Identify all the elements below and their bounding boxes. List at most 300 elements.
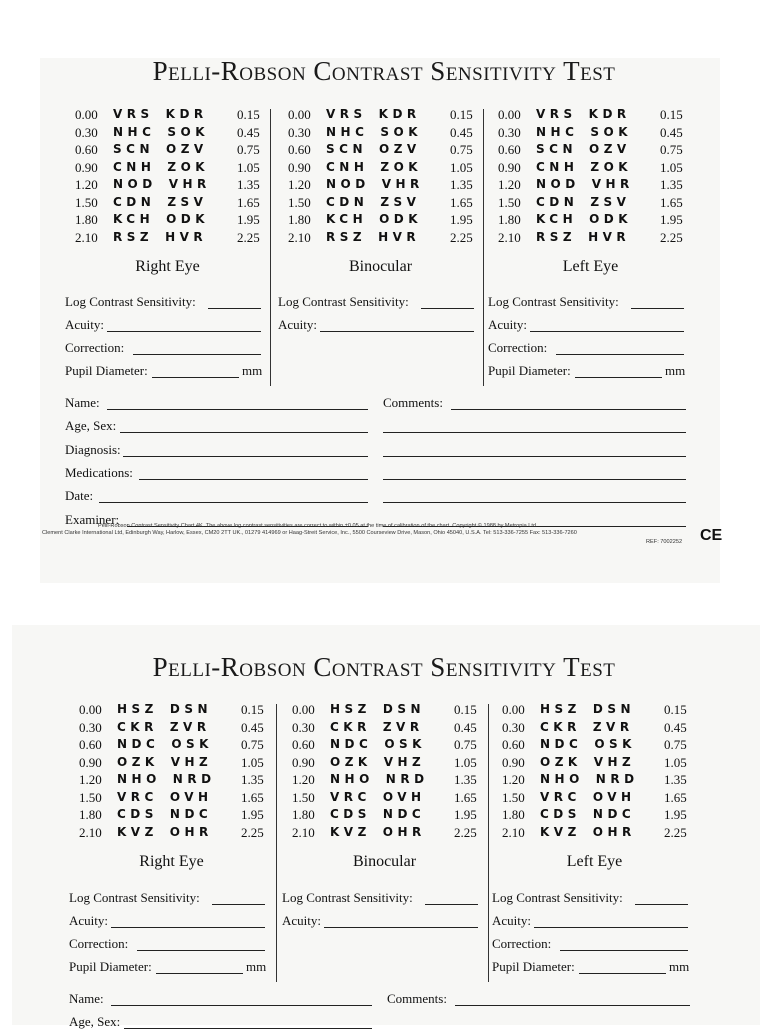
letter-group: NRD [385,772,429,786]
log-value-right: 1.65 [664,789,687,805]
field-input-line[interactable] [425,904,478,905]
letter-group: CDN [536,194,579,209]
letter-row [292,807,497,824]
field-input-line[interactable] [208,308,261,309]
letter-triplets [117,720,211,734]
letter-group: NHC [326,124,369,139]
log-value-right: 1.95 [241,807,264,822]
field-label-pupil: Pupil Diameter: [492,959,575,974]
column-heading: Right Eye [139,853,204,870]
letter-triplets [113,160,209,174]
letter-triplets [536,177,634,191]
log-value-left: 1.80 [292,807,315,822]
letter-triplets [536,160,632,174]
letter-row [79,790,284,807]
letter-row [502,702,707,719]
log-value-left: 0.60 [288,142,311,157]
letter-row [292,825,497,842]
field-label-log-cs: Log Contrast Sensitivity: [278,294,409,309]
letter-group: ZSV [590,194,631,209]
letter-row [288,142,493,159]
letter-row [498,142,703,159]
log-value-right: 0.75 [660,142,683,157]
field-input-line[interactable] [530,331,684,332]
field-input-line[interactable] [631,308,684,309]
patient-input-line[interactable] [107,409,368,410]
letter-group: OSK [384,737,426,751]
unit-mm: mm [246,959,267,974]
field-label-log-cs: Log Contrast Sensitivity: [492,890,623,905]
letter-row [75,160,280,177]
letter-group: CNH [113,159,156,174]
letter-row [79,702,284,719]
letter-group: ZOK [380,159,423,174]
field-input-line[interactable] [534,927,688,928]
log-value-left: 1.50 [288,194,311,210]
footer-ref: REF: 7002252 [646,539,683,545]
comments-input-line[interactable] [383,479,686,480]
letter-group: NDC [330,737,373,751]
letter-row [288,230,493,247]
field-label-acuity: Acuity: [488,317,527,332]
letter-group: OVH [592,789,636,804]
patient-label-age-sex: Age, Sex: [65,418,117,434]
field-input-line[interactable] [324,927,478,928]
field-label-acuity: Acuity: [282,913,321,928]
letter-group: OZV [589,142,631,156]
log-value-left: 0.30 [498,124,521,140]
log-value-left: 2.10 [79,824,102,840]
field-input-line[interactable] [556,354,684,355]
log-value-right: 1.05 [454,754,477,770]
letter-group: CKR [117,719,158,734]
log-value-left: 1.20 [79,772,102,787]
letter-row [292,737,497,754]
log-value-right: 1.35 [454,772,477,787]
patient-input-line[interactable] [111,1005,372,1006]
letter-group: OHR [169,824,213,839]
log-value-left: 0.00 [498,107,521,122]
letter-group: VHR [381,177,424,191]
letter-row [498,195,703,212]
letter-group: CNH [536,159,579,174]
letter-group: VRS [113,107,154,121]
letter-triplets [326,177,424,191]
ce-mark: CE [700,527,723,544]
log-value-right: 1.65 [237,194,260,210]
letter-group: CNH [326,159,369,174]
letter-group: SCN [536,142,577,156]
patient-input-line[interactable] [139,479,368,480]
column-heading: Left Eye [566,853,623,870]
letter-triplets [540,790,636,804]
column-heading: Left Eye [562,258,619,275]
log-value-right: 2.25 [664,824,687,840]
field-input-line[interactable] [635,904,688,905]
letter-group: VHR [591,177,634,191]
log-value-left: 1.50 [75,194,98,210]
letter-group: VRC [117,789,158,804]
letter-group: ZOK [590,159,633,174]
log-value-left: 1.20 [288,177,311,192]
patient-label-diagnosis: Diagnosis: [65,441,121,457]
letter-triplets [540,737,636,751]
letter-group: KCH [113,212,155,226]
comments-input-line[interactable] [383,456,686,457]
log-value-left: 0.60 [498,142,521,157]
field-input-line[interactable] [137,950,265,951]
log-value-right: 1.35 [664,772,687,787]
letter-group: NDC [117,737,160,751]
field-label-correction: Correction: [492,936,552,951]
letter-row [75,230,280,247]
letter-group: VHZ [593,754,636,769]
log-value-left: 0.90 [292,754,315,770]
letter-row [79,825,284,842]
log-value-left: 0.90 [498,159,521,175]
letter-group: HSZ [540,702,581,716]
log-value-left: 0.30 [288,124,311,140]
letter-triplets [540,772,639,786]
log-value-left: 2.10 [498,229,521,245]
letter-triplets [536,230,630,244]
patient-input-line[interactable] [124,1028,372,1029]
log-value-right: 0.75 [664,737,687,752]
letter-group: CKR [330,719,371,734]
comments-input-line[interactable] [383,502,686,503]
letter-triplets [113,230,207,244]
field-label-correction: Correction: [69,936,129,951]
letter-group: OZK [330,754,372,769]
log-value-right: 2.25 [660,229,683,245]
letter-group: NHC [113,124,156,139]
log-value-right: 0.45 [664,719,687,735]
letter-triplets [326,212,422,226]
log-value-left: 0.90 [288,159,311,175]
letter-group: KCH [536,212,578,226]
field-label-acuity: Acuity: [65,317,104,332]
letter-group: NRD [172,772,216,786]
field-input-line[interactable] [212,904,265,905]
log-value-right: 0.75 [237,142,260,157]
field-input-line[interactable] [421,308,474,309]
log-value-right: 0.75 [241,737,264,752]
log-value-right: 0.75 [450,142,473,157]
letter-row [75,125,280,142]
field-label-pupil: Pupil Diameter: [69,959,152,974]
letter-triplets [117,737,213,751]
field-label-log-cs: Log Contrast Sensitivity: [69,890,200,905]
letter-group: KVZ [117,824,158,839]
letter-group: OHR [382,824,426,839]
letter-row [288,107,493,124]
letter-group: HSZ [117,702,158,716]
letter-row [75,195,280,212]
unit-mm: mm [669,959,690,974]
log-value-left: 1.50 [502,789,525,805]
letter-row [75,212,280,229]
field-input-line[interactable] [111,927,265,928]
letter-group: NDC [592,807,636,821]
log-value-left: 0.00 [292,702,315,717]
unit-mm: mm [242,363,263,378]
footer-address: Clement Clarke International Ltd, Edinburgh Way, Harlow, Essex, CM20 2TT UK., 01279 414969 or Haag-Streit Service, Inc., 5500 Courseview Drive, Mason, Ohio 45040, U.S.A. Tel: 513-336-7255 Fax: 513-336-7260 [42,530,577,536]
log-value-left: 1.20 [292,772,315,787]
letter-triplets [113,195,207,209]
log-value-left: 0.60 [502,737,525,752]
letter-group: NHO [117,772,161,786]
log-value-right: 1.95 [664,807,687,822]
log-value-right: 1.35 [660,177,683,192]
log-value-left: 1.50 [79,789,102,805]
letter-row [502,790,707,807]
letter-group: KCH [326,212,368,226]
comments-input-line[interactable] [383,432,686,433]
letter-group: OZV [166,142,208,156]
letter-triplets [326,230,420,244]
letter-triplets [330,790,426,804]
letter-triplets [117,702,212,716]
letter-group: RSZ [536,229,577,244]
log-value-right: 0.15 [454,702,477,717]
field-input-line[interactable] [575,377,662,378]
letter-triplets [540,825,636,839]
log-value-right: 0.15 [664,702,687,717]
letter-group: NHC [536,124,579,139]
letter-triplets [330,807,425,821]
letter-triplets [326,195,420,209]
letter-group: ZVR [382,719,424,734]
letter-row [288,212,493,229]
letter-group: OVH [169,789,213,804]
log-value-left: 0.00 [502,702,525,717]
letter-group: VRC [330,789,371,804]
letter-group: VHZ [170,754,213,769]
letter-group: DSN [382,702,426,716]
comments-input-line[interactable] [451,409,686,410]
letter-group: CDN [113,194,156,209]
field-input-line[interactable] [579,973,666,974]
log-value-right: 1.05 [237,159,260,175]
letter-group: OZV [379,142,421,156]
letter-row [292,790,497,807]
field-input-line[interactable] [152,377,239,378]
letter-row [292,755,497,772]
letter-row [79,720,284,737]
log-value-right: 2.25 [450,229,473,245]
letter-triplets [330,737,426,751]
letter-triplets [330,755,425,769]
letter-group: VRC [540,789,581,804]
letter-group: NOD [113,177,157,191]
log-value-left: 1.20 [502,772,525,787]
letter-group: CDS [330,807,371,821]
log-value-left: 0.00 [79,702,102,717]
letter-row [502,825,707,842]
letter-row [288,177,493,194]
letter-triplets [536,142,631,156]
letter-triplets [536,107,631,121]
letter-row [292,702,497,719]
field-input-line[interactable] [560,950,688,951]
letter-triplets [326,160,422,174]
field-label-correction: Correction: [488,340,548,355]
log-value-right: 0.45 [241,719,264,735]
patient-label-name: Name: [65,395,100,410]
log-value-left: 2.10 [288,229,311,245]
comments-label: Comments: [383,395,443,410]
field-input-line[interactable] [320,331,474,332]
log-value-right: 0.45 [660,124,683,140]
letter-group: CDS [117,807,158,821]
letter-group: NDC [382,807,426,821]
letter-row [498,177,703,194]
column-heading: Binocular [348,258,413,275]
letter-row [75,107,280,124]
letter-group: HVR [165,229,208,244]
letter-group: SCN [113,142,154,156]
letter-group: NHO [330,772,374,786]
patient-input-line[interactable] [99,502,368,503]
letter-row [502,737,707,754]
letter-triplets [326,142,421,156]
log-value-left: 1.80 [498,212,521,227]
letter-triplets [113,125,209,139]
letter-row [79,807,284,824]
letter-group: VRS [326,107,367,121]
letter-group: SCN [326,142,367,156]
letter-triplets [540,807,635,821]
chart-title: Pelli-Robson Contrast Sensitivity Test [152,652,616,682]
letter-group: VHR [168,177,211,191]
letter-triplets [330,825,426,839]
patient-label-medications: Medications: [65,464,133,480]
letter-group: OHR [592,824,636,839]
letter-triplets [117,790,213,804]
letter-triplets [540,755,635,769]
log-value-left: 0.90 [75,159,98,175]
letter-triplets [117,755,212,769]
letter-group: KDR [588,107,631,121]
log-value-right: 0.45 [450,124,473,140]
log-value-right: 0.45 [237,124,260,140]
field-input-line[interactable] [133,354,261,355]
patient-label-name: Name: [69,991,104,1006]
letter-group: KVZ [540,824,581,839]
letter-group: ODK [589,212,633,226]
log-value-left: 0.60 [75,142,98,157]
letter-group: VHZ [383,754,426,769]
letter-row [288,160,493,177]
letter-triplets [117,825,213,839]
letter-row [498,230,703,247]
letter-triplets [117,772,216,786]
letter-group: VRS [536,107,577,121]
field-label-pupil: Pupil Diameter: [65,363,148,378]
letter-triplets [326,107,421,121]
patient-label-examiner: Examiner: [65,511,120,527]
footer-copyright: Pelli-Robson Contrast Sensitivity Chart 4K. The above log contrast sensitivities are correct to within ±0.05 at the time of calibration of the chart. Copyright © 1988 by Metropia Ltd. [98,523,538,529]
letter-group: NRD [595,772,639,786]
log-value-right: 0.15 [241,702,264,717]
log-value-left: 0.60 [79,737,102,752]
log-value-left: 2.10 [502,824,525,840]
letter-group: RSZ [326,229,367,244]
letter-triplets [540,720,634,734]
patient-input-line[interactable] [120,432,368,433]
field-label-acuity: Acuity: [69,913,108,928]
letter-triplets [117,807,212,821]
log-value-right: 1.35 [241,772,264,787]
letter-group: NOD [536,177,580,191]
patient-label-date: Date: [65,488,94,504]
letter-row [502,755,707,772]
log-value-right: 2.25 [241,824,264,840]
log-value-right: 1.05 [660,159,683,175]
log-value-right: 1.05 [664,754,687,770]
log-value-left: 1.20 [498,177,521,192]
comments-label: Comments: [387,991,447,1006]
log-value-right: 0.15 [237,107,260,122]
chart-title: Pelli-Robson Contrast Sensitivity Test [152,56,616,86]
field-label-log-cs: Log Contrast Sensitivity: [65,294,196,309]
log-value-right: 0.15 [660,107,683,122]
letter-triplets [536,212,632,226]
letter-group: ZVR [592,719,634,734]
log-value-left: 1.20 [75,177,98,192]
log-value-left: 1.80 [79,807,102,822]
letter-group: CDS [540,807,581,821]
log-value-left: 0.30 [292,719,315,735]
letter-group: NDC [540,737,583,751]
log-value-left: 0.30 [502,719,525,735]
log-value-left: 0.00 [288,107,311,122]
log-value-right: 0.75 [454,737,477,752]
letter-row [75,142,280,159]
field-input-line[interactable] [107,331,261,332]
letter-row [292,720,497,737]
letter-group: ZSV [380,194,421,209]
log-value-left: 1.80 [288,212,311,227]
letter-group: OVH [382,789,426,804]
log-value-right: 0.15 [450,107,473,122]
field-input-line[interactable] [156,973,243,974]
log-value-left: 1.50 [292,789,315,805]
letter-group: DSN [169,702,213,716]
letter-group: KDR [378,107,421,121]
letter-row [502,807,707,824]
patient-input-line[interactable] [123,456,368,457]
letter-triplets [536,125,632,139]
letter-row [79,755,284,772]
letter-row [288,195,493,212]
letter-group: ZVR [169,719,211,734]
letter-triplets [330,772,429,786]
letter-group: ZOK [167,159,210,174]
comments-input-line[interactable] [455,1005,690,1006]
letter-group: HVR [378,229,421,244]
log-value-right: 1.35 [237,177,260,192]
letter-group: ODK [379,212,423,226]
letter-row [498,212,703,229]
unit-mm: mm [665,363,686,378]
log-value-right: 0.45 [454,719,477,735]
field-label-log-cs: Log Contrast Sensitivity: [488,294,619,309]
letter-triplets [113,177,211,191]
letter-group: NHO [540,772,584,786]
letter-triplets [113,212,209,226]
letter-group: KDR [165,107,208,121]
